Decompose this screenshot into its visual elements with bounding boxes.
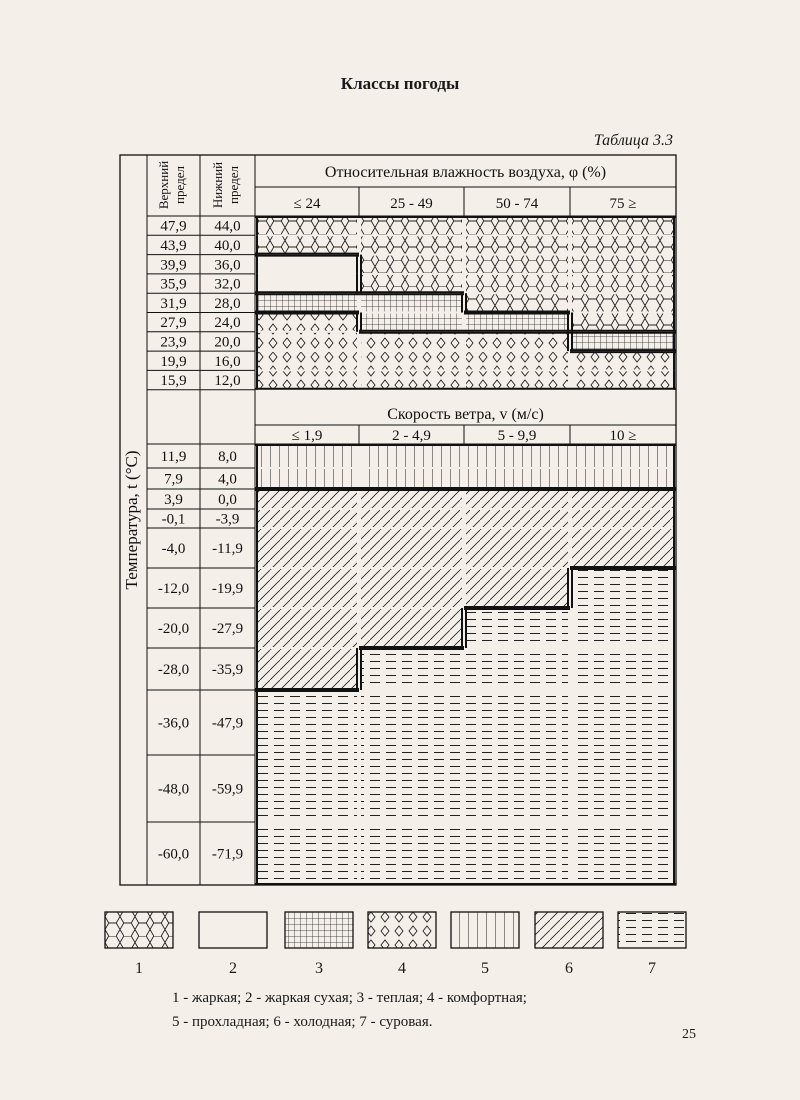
cold-cell-7-3 [572, 649, 674, 689]
footnote-line-1: 1 - жаркая; 2 - жаркая сухая; 3 - теплая; 4 - комфортная; [172, 990, 527, 1006]
legend-swatch-4 [368, 912, 436, 948]
warm-cell-2-3 [572, 256, 674, 273]
cold-cell-8-0 [257, 691, 357, 754]
cold-upper-1: 7,9 [164, 471, 183, 488]
cold-cell-1-3 [572, 469, 674, 488]
cold-cell-4-0 [257, 529, 357, 567]
warm-upper-8: 15,9 [160, 373, 187, 390]
humidity-range-3: 75 ≥ [609, 196, 637, 212]
humidity-header: Относительная влажность воздуха, φ (%) [324, 164, 607, 181]
warm-cell-2-1 [361, 256, 462, 273]
cold-cell-4-3 [572, 529, 674, 567]
warm-cell-6-1 [361, 333, 462, 350]
warm-upper-7: 19,9 [160, 353, 187, 370]
cold-cell-2-1 [361, 490, 462, 508]
warm-lower-6: 20,0 [214, 334, 241, 351]
wind-range-1: 2 - 4,9 [392, 428, 431, 444]
warm-cell-2-0 [257, 256, 357, 273]
page-number: 25 [682, 1027, 696, 1042]
warm-lower-2: 36,0 [214, 257, 241, 274]
cold-cell-7-0 [257, 649, 357, 689]
legend-swatch-6 [535, 912, 603, 948]
cold-cell-10-1 [361, 823, 462, 884]
wind-range-2: 5 - 9,9 [497, 428, 537, 444]
cold-cell-9-2 [466, 756, 568, 821]
legend-number-6: 6 [565, 960, 573, 977]
warm-cell-5-0 [257, 314, 357, 331]
footnote-line-2: 5 - прохладная; 6 - холодная; 7 - суровая. [172, 1014, 433, 1030]
warm-cell-5-3 [572, 314, 674, 331]
legend-swatch-7 [618, 912, 686, 948]
cold-upper-4: -4,0 [161, 541, 186, 557]
legend-swatch-5 [451, 912, 519, 948]
cold-cell-0-0 [257, 445, 357, 467]
cold-cell-1-1 [361, 469, 462, 488]
warm-cell-8-3 [572, 371, 674, 388]
cold-cell-6-3 [572, 609, 674, 647]
warm-cell-8-2 [466, 371, 568, 388]
legend-swatch-1 [105, 912, 173, 948]
humidity-range-1: 25 - 49 [390, 196, 433, 212]
cold-cell-1-2 [466, 469, 568, 488]
warm-upper-5: 27,9 [160, 315, 187, 332]
cold-cell-4-1 [361, 529, 462, 567]
cold-cell-5-0 [257, 569, 357, 607]
cold-cell-0-3 [572, 445, 674, 467]
cold-cell-0-2 [466, 445, 568, 467]
upper-limit-header: Верхний [156, 160, 171, 210]
cold-lower-4: -11,9 [212, 541, 243, 557]
warm-cell-3-2 [466, 275, 568, 292]
warm-cell-2-2 [466, 256, 568, 273]
cold-cell-10-2 [466, 823, 568, 884]
cold-cell-6-1 [361, 609, 462, 647]
legend-number-2: 2 [229, 960, 237, 977]
cold-cell-10-0 [257, 823, 357, 884]
warm-lower-7: 16,0 [214, 353, 241, 370]
warm-cell-8-1 [361, 371, 462, 388]
warm-upper-2: 39,9 [160, 257, 187, 274]
warm-cell-6-2 [466, 333, 568, 350]
cold-cell-7-2 [466, 649, 568, 689]
cold-cell-6-0 [257, 609, 357, 647]
warm-cell-6-3 [572, 333, 674, 350]
cold-cell-3-0 [257, 510, 357, 527]
warm-upper-4: 31,9 [160, 295, 187, 312]
cold-upper-3: -0,1 [161, 511, 186, 528]
cold-cell-3-3 [572, 510, 674, 527]
cold-upper-8: -36,0 [157, 715, 190, 732]
legend-number-5: 5 [481, 960, 489, 977]
legend-number-1: 1 [135, 960, 143, 977]
cold-cell-0-1 [361, 445, 462, 467]
warm-cell-3-3 [572, 275, 674, 292]
humidity-range-0: ≤ 24 [293, 196, 321, 212]
legend-swatch-3 [285, 912, 353, 948]
warm-cell-4-3 [572, 294, 674, 311]
cold-upper-0: 11,9 [160, 449, 187, 465]
warm-cell-6-0 [257, 333, 357, 350]
cold-lower-6: -27,9 [211, 621, 244, 637]
cold-cell-9-0 [257, 756, 357, 821]
cold-cell-5-1 [361, 569, 462, 607]
page-title: Классы погоды [340, 74, 460, 93]
warm-upper-3: 35,9 [160, 276, 187, 293]
cold-lower-8: -47,9 [211, 715, 244, 732]
cold-cell-6-2 [466, 609, 568, 647]
warm-upper-0: 47,9 [160, 218, 187, 235]
warm-lower-4: 28,0 [214, 295, 241, 312]
cold-cell-5-2 [466, 569, 568, 607]
lower-limit-header: Нижний [210, 161, 225, 209]
warm-cell-4-2 [466, 294, 568, 311]
cold-upper-6: -20,0 [157, 621, 190, 637]
cold-cell-3-2 [466, 510, 568, 527]
warm-cell-0-3 [572, 217, 674, 234]
upper-limit-header: предел [172, 166, 187, 204]
legend-swatch-2 [199, 912, 267, 948]
wind-range-0: ≤ 1,9 [291, 428, 323, 444]
warm-cell-1-0 [257, 236, 357, 253]
cold-lower-3: -3,9 [215, 511, 240, 528]
wind-header: Скорость ветра, v (м/с) [387, 406, 544, 423]
cold-lower-0: 8,0 [218, 449, 237, 465]
warm-cell-7-1 [361, 352, 462, 369]
cold-cell-2-3 [572, 490, 674, 508]
warm-lower-8: 12,0 [214, 373, 241, 390]
warm-cell-4-1 [361, 294, 462, 311]
cold-cell-1-0 [257, 469, 357, 488]
warm-cell-7-2 [466, 352, 568, 369]
warm-cell-5-1 [361, 314, 462, 331]
cold-lower-1: 4,0 [218, 471, 237, 488]
cold-cell-2-2 [466, 490, 568, 508]
cold-cell-7-1 [361, 649, 462, 689]
cold-cell-3-1 [361, 510, 462, 527]
cold-cell-8-1 [361, 691, 462, 754]
legend-number-3: 3 [315, 960, 323, 977]
warm-cell-0-1 [361, 217, 462, 234]
lower-limit-header: предел [226, 166, 241, 204]
warm-cell-0-0 [257, 217, 357, 234]
warm-upper-6: 23,9 [160, 334, 187, 351]
warm-cell-7-3 [572, 352, 674, 369]
warm-lower-0: 44,0 [214, 218, 241, 235]
cold-cell-10-3 [572, 823, 674, 884]
warm-cell-8-0 [257, 371, 357, 388]
temperature-axis-label: Температура, t (°C) [122, 450, 141, 590]
humidity-range-2: 50 - 74 [495, 196, 539, 212]
warm-lower-3: 32,0 [214, 276, 241, 293]
warm-cell-1-1 [361, 236, 462, 253]
cold-lower-9: -59,9 [211, 781, 244, 798]
cold-lower-7: -35,9 [211, 662, 244, 678]
warm-cell-5-2 [466, 314, 568, 331]
warm-cell-3-0 [257, 275, 357, 292]
warm-upper-1: 43,9 [160, 237, 187, 254]
warm-cell-7-0 [257, 352, 357, 369]
cold-cell-9-1 [361, 756, 462, 821]
legend-number-7: 7 [648, 960, 656, 977]
cold-cell-8-3 [572, 691, 674, 754]
cold-cell-5-3 [572, 569, 674, 607]
warm-lower-1: 40,0 [214, 237, 241, 254]
wind-range-3: 10 ≥ [609, 428, 637, 444]
cold-upper-5: -12,0 [157, 581, 190, 597]
table-label: Таблица 3.3 [593, 132, 673, 149]
cold-lower-5: -19,9 [211, 581, 244, 597]
cold-upper-10: -60,0 [157, 846, 190, 863]
warm-cell-1-3 [572, 236, 674, 253]
cold-upper-9: -48,0 [157, 781, 190, 798]
warm-cell-3-1 [361, 275, 462, 292]
cold-cell-4-2 [466, 529, 568, 567]
cold-lower-10: -71,9 [211, 846, 244, 863]
warm-lower-5: 24,0 [214, 315, 241, 332]
cold-lower-2: 0,0 [218, 492, 237, 508]
warm-cell-0-2 [466, 217, 568, 234]
cold-cell-9-3 [572, 756, 674, 821]
cold-cell-8-2 [466, 691, 568, 754]
warm-cell-4-0 [257, 294, 357, 311]
cold-upper-2: 3,9 [164, 492, 183, 508]
warm-cell-1-2 [466, 236, 568, 253]
legend-number-4: 4 [398, 960, 406, 977]
cold-upper-7: -28,0 [157, 662, 190, 678]
cold-cell-2-0 [257, 490, 357, 508]
